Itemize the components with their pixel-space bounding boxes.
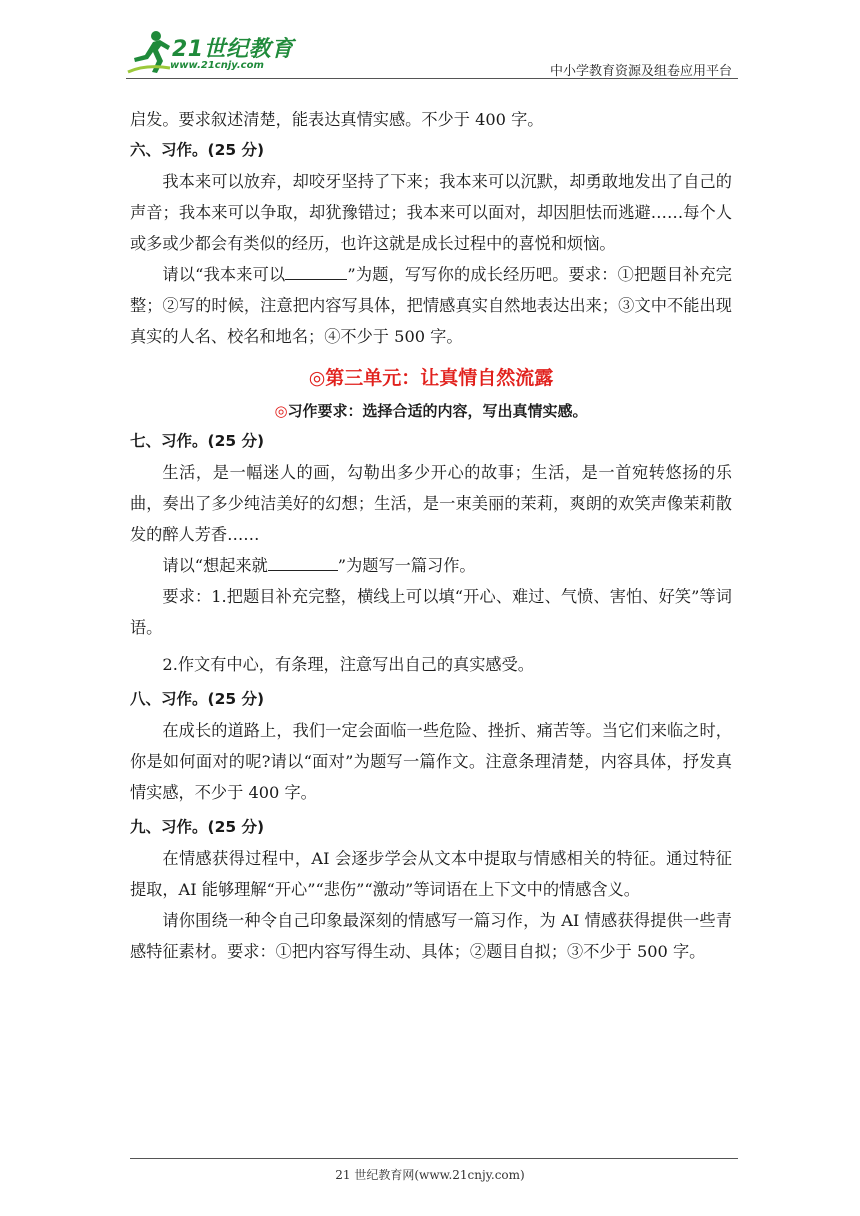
platform-title: 中小学教育资源及组卷应用平台 xyxy=(549,64,732,79)
unit-3-requirement xyxy=(130,396,732,426)
prompt-text-before-blank: 请以“我本来可以 xyxy=(162,265,286,284)
question-7-title: 七、习作。(25 分) xyxy=(130,432,265,450)
question-6-title: 六、习作。(25 分) xyxy=(130,141,265,159)
unit-3-heading: ◎第三单元：让真情自然流露 xyxy=(308,367,554,389)
logo-brand-text: 21世纪教育 xyxy=(172,37,294,62)
requirement-mark: ◎ xyxy=(274,402,288,420)
question-8-title: 八、习作。(25 分) xyxy=(130,690,265,708)
footer-divider xyxy=(130,1158,738,1159)
question-6-paragraph-1: 我本来可以放弃，却咬牙坚持了下来；我本来可以沉默，却勇敢地发出了自己的声音；我本来可以争取，却犹豫错过；我本来可以面对，却因胆怯而逃避……每个人或多或少都会有类似的经历，也许这就是成长过程中的喜悦和烦恼。 xyxy=(130,172,732,253)
question-9-paragraph-2: 请你围绕一种令自己印象最深刻的情感写一篇习作，为 AI 情感获得提供一些青感特征素材。要求：①把内容写得生动、具体；②题目自拟；③不少于 500 字。 xyxy=(130,911,732,961)
prompt-text-after-blank: ”为题，写写你的成长经历吧。要求：①把题目补充完整；②写的时候，注意把内容写具体，把情感真实自然地表达出来；③文中不能出现真实的人名、校名和地名；④不少于 500 字。 xyxy=(130,265,732,346)
fill-in-blank xyxy=(285,265,347,280)
question-7-paragraph-4: 2.作文有中心，有条理，注意写出自己的真实感受。 xyxy=(162,655,534,674)
question-9-paragraph-1: 在情感获得过程中，AI 会逐步学会从文本中提取与情感相关的特征。通过特征提取，AI 能够理解“开心”“悲伤”“激动”等词语在上下文中的情感含义。 xyxy=(130,849,732,899)
logo-url-text: www.21cnjy.com xyxy=(170,60,264,71)
prompt-text-after-blank: ”为题写一篇习作。 xyxy=(337,556,476,575)
question-7-paragraph-3: 要求：1.把题目补充完整，横线上可以填“开心、难过、气愤、害怕、好笑”等词语。 xyxy=(130,587,732,637)
prompt-text-before-blank: 请以“想起来就 xyxy=(162,556,268,575)
footer-text: 21 世纪教育网(www.21cnjy.com) xyxy=(335,1168,525,1182)
question-7-paragraph-1: 生活，是一幅迷人的画，勾勒出多少开心的故事；生活，是一首宛转悠扬的乐曲，奏出了多少纯洁美好的幻想；生活，是一束美丽的茉莉，爽朗的欢笑声像茉莉散发的醉人芳香…… xyxy=(130,463,732,544)
page-header xyxy=(126,28,738,80)
site-logo xyxy=(126,28,296,78)
fill-in-blank xyxy=(268,556,338,571)
question-9-title: 九、习作。(25 分) xyxy=(130,818,265,836)
question-6-paragraph-2 xyxy=(130,259,732,352)
question-7-paragraph-2 xyxy=(130,550,732,581)
document-body xyxy=(130,104,732,967)
question-8-paragraph-1: 在成长的道路上，我们一定会面临一些危险、挫折、痛苦等。当它们来临之时，你是如何面对的呢?请以“面对”为题写一篇作文。注意条理清楚，内容具体，抒发真情实感，不少于 400 字。 xyxy=(130,721,732,802)
running-figure-icon xyxy=(126,28,172,76)
header-divider xyxy=(126,78,738,79)
carry-over-text: 启发。要求叙述清楚，能表达真情实感。不少于 400 字。 xyxy=(130,110,544,129)
requirement-text: 习作要求：选择合适的内容，写出真情实感。 xyxy=(287,402,588,420)
